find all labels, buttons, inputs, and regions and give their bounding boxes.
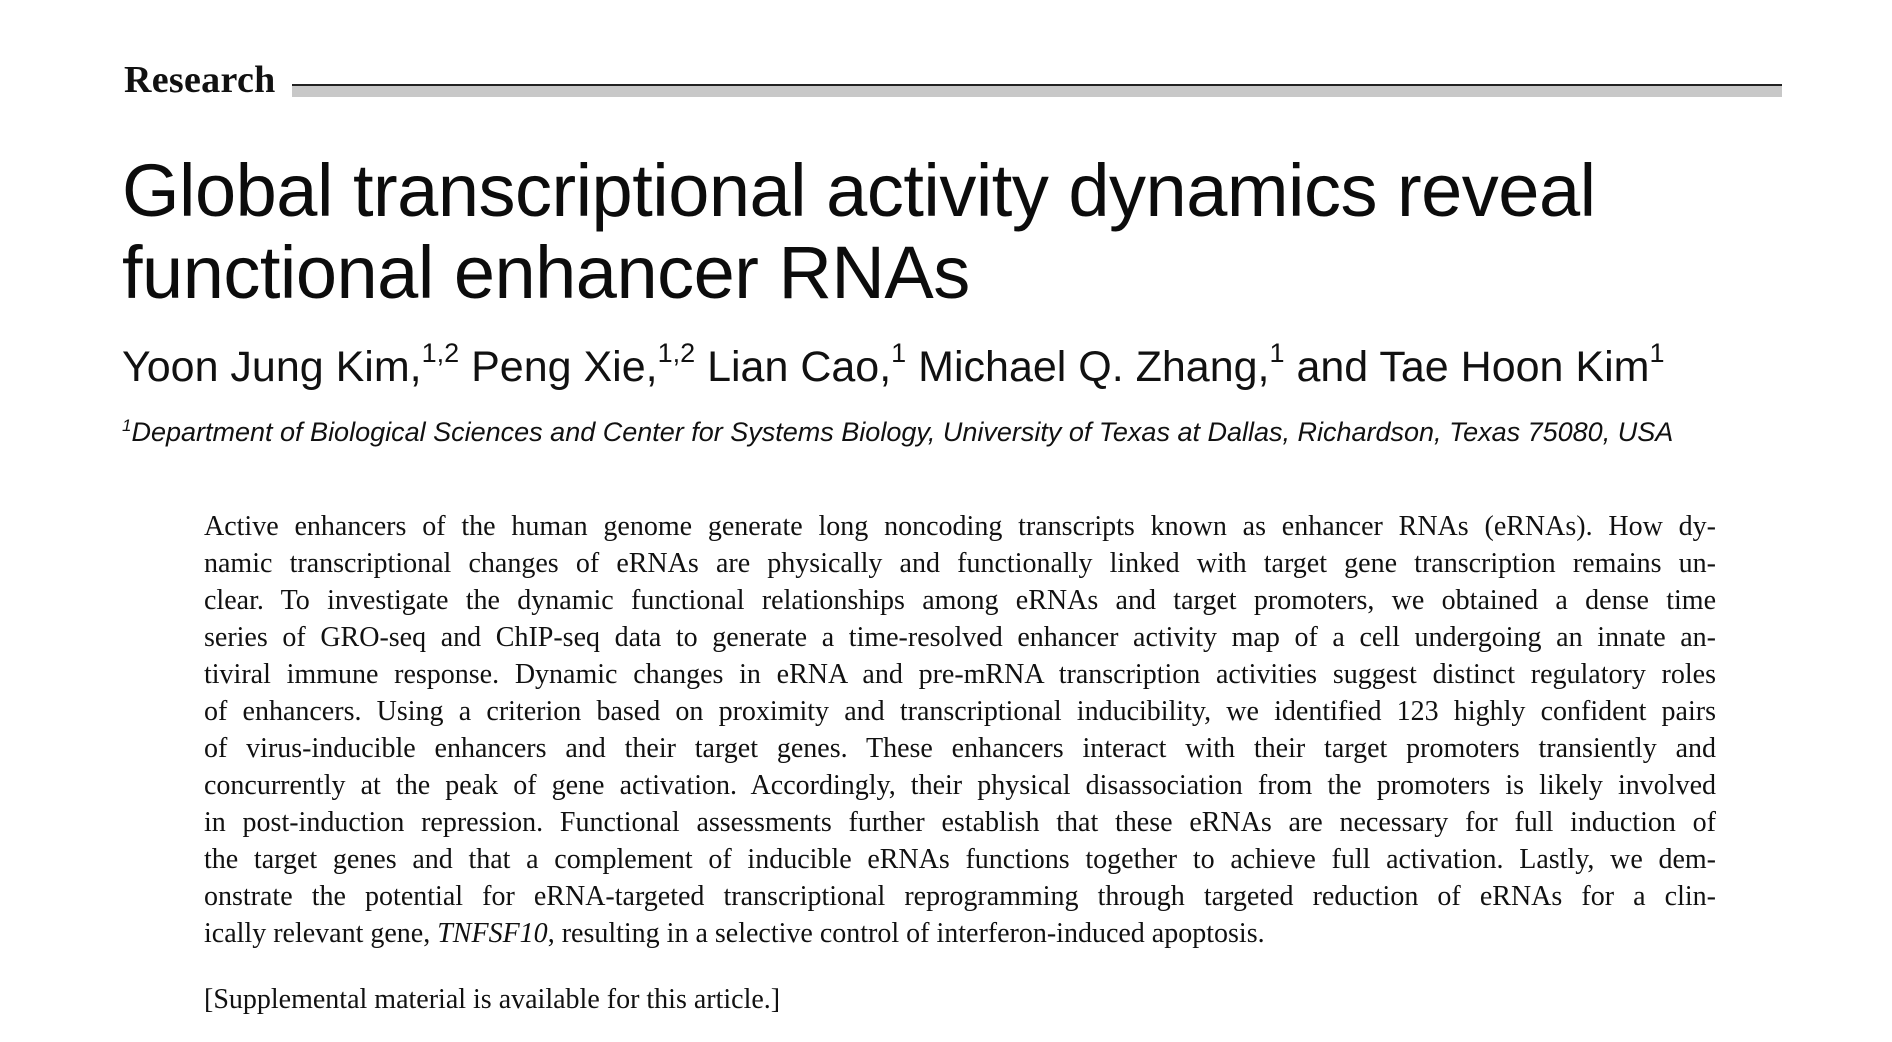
- abstract-text: , resulting in a selective control of interferon-induced apoptosis.: [547, 918, 1265, 949]
- title-line: Global transcriptional activity dynamics reveal: [122, 149, 1596, 232]
- section-header: [124, 58, 1782, 102]
- abstract-line-final: [204, 915, 1716, 952]
- article-title: [122, 150, 1782, 314]
- author-name: and Tae Hoon Kim: [1296, 343, 1650, 391]
- abstract-line: concurrently at the peak of gene activation. Accordingly, their physical disassociation from the promoters is likely involved: [204, 770, 1716, 801]
- section-rule: [292, 84, 1782, 97]
- author-list: [122, 337, 1802, 394]
- abstract-line: clear. To investigate the dynamic functional relationships among eRNAs and target promoters, we obtained a dense time: [204, 585, 1716, 616]
- affiliation-marker: 1: [122, 416, 132, 435]
- title-line: functional enhancer RNAs: [122, 231, 970, 314]
- abstract-line: of enhancers. Using a criterion based on proximity and transcriptional inducibility, we identified 123 highly confident pairs: [204, 696, 1716, 727]
- abstract-text: ically relevant gene,: [204, 918, 438, 949]
- affiliation: [122, 412, 1822, 452]
- abstract-line: Active enhancers of the human genome generate long noncoding transcripts known as enhancer RNAs (eRNAs). How dy-: [204, 511, 1716, 542]
- abstract: [204, 508, 1716, 952]
- abstract-line: the target genes and that a complement of inducible eRNAs functions together to achieve full activation. Lastly, we dem-: [204, 844, 1716, 875]
- supplemental-note: [Supplemental material is available for this article.]: [204, 984, 781, 1015]
- author-affiliation-marker: 1: [1649, 337, 1665, 368]
- author-name: Yoon Jung Kim,: [122, 343, 422, 391]
- abstract-line: tiviral immune response. Dynamic changes in eRNA and pre-mRNA transcription activities suggest distinct regulatory roles: [204, 659, 1716, 690]
- abstract-line: namic transcriptional changes of eRNAs are physically and functionally linked with target gene transcription remains un-: [204, 548, 1716, 579]
- abstract-line: of virus-inducible enhancers and their target genes. These enhancers interact with their target promoters transiently and: [204, 733, 1716, 764]
- abstract-line: onstrate the potential for eRNA-targeted transcriptional reprogramming through targeted reduction of eRNAs for a clin-: [204, 881, 1716, 912]
- author-name: Peng Xie,: [471, 343, 658, 391]
- author-name: Lian Cao,: [707, 343, 892, 391]
- author-affiliation-marker: 1: [891, 337, 907, 368]
- abstract-line: in post-induction repression. Functional assessments further establish that these eRNAs are necessary for full induction of: [204, 807, 1716, 838]
- author-affiliation-marker: 1,2: [421, 337, 460, 368]
- affiliation-text: Department of Biological Sciences and Center for Systems Biology, University of Texas at Dallas, Richardson, Texas 75080, USA: [131, 417, 1674, 447]
- author-name: Michael Q. Zhang,: [918, 343, 1270, 391]
- section-label: Research: [124, 59, 276, 101]
- abstract-line: series of GRO-seq and ChIP-seq data to generate a time-resolved enhancer activity map of a cell undergoing an innate an-: [204, 622, 1716, 653]
- author-affiliation-marker: 1,2: [657, 337, 696, 368]
- author-affiliation-marker: 1: [1269, 337, 1285, 368]
- gene-name: TNFSF10: [437, 918, 548, 949]
